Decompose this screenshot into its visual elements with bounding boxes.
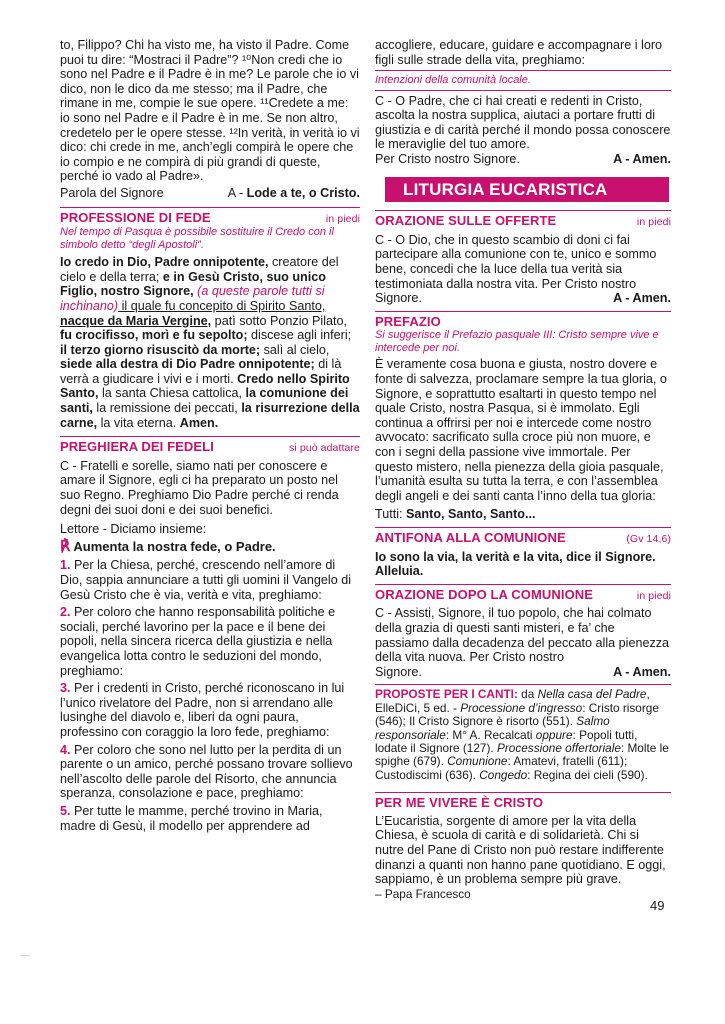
song-proposals: PROPOSTE PER I CANTI: da Nella casa del Padre, ElleDiCi, 5 ed. - Processione d’ingresso: Cristo risorge (546); Il Cristo Signore è risorto (551). Salmo responsoriale: M° A. Recalcati oppure: Popoli tutti, lodate il Signore (127). Processione offertoriale: Molte le spighe (679). Comunione: Amatevi, fratelli (611); Custodiscimi (636). Congedo: Regina dei cieli (590).: [375, 687, 669, 782]
antiphon-reference: (Gv 14,6): [626, 532, 671, 545]
christ-text: L’Eucaristia, sorgente di amore per la vita della Chiesa, è scuola di carità e di solidarietà. Chi si nutre del Pane di Cristo non può restare indifferente dinanzi a quanti non hanno pane quotidiano. E oggi, sappiamo, è un problema sempre più grave.: [375, 813, 666, 887]
section-banner: LITURGIA EUCARISTICA: [385, 177, 669, 203]
post-communion-posture: in piedi: [636, 589, 671, 602]
closing-end-row: Per Cristo nostro Signore. A - Amen.: [375, 152, 671, 167]
gospel-text: to, Filippo? Chi ha visto me, ha visto il Padre. Come puoi tu dire: “Mostraci il Padre”? ¹⁰Non credi che io sono nel Padre e il Padre è in me? Le parole che io vi dico, non le dico da me stesso; ma il Padre, che rimane in me, compie le sue opere. ¹¹Credete a me: io sono nel Padre e il Padre è in me. Se non altro, credetelo per le opere stesse. ¹²In verità, in verità io vi dico: chi crede in me, anch’egli compirà le opere che io compio e ne compirà di più grandi di queste, perché io vado al Padre».: [60, 38, 360, 184]
divider: [375, 684, 671, 685]
antiphon-text: Io sono la via, la verità e la vita, dice il Signore. Alleluia.: [375, 549, 656, 579]
prayer-item: 3. Per i credenti in Cristo, perché riconoscano in lui l’unico rivelatore del Padre, non si arrendano alle lusinghe del diavolo e, liberi da ogni paura, professino con coraggio la loro fede, preghiamo:: [60, 681, 345, 739]
creed-heading: [60, 211, 360, 227]
divider: [375, 311, 671, 312]
prayer-item: 1. Per la Chiesa, perché, crescendo nell’amore di Dio, sappia annunciare a tutti gli uomini il Vangelo di Gesù Cristo che è via, verità e vita, preghiamo:: [60, 558, 351, 602]
creed-title: PROFESSIONE DI FEDE: [60, 209, 211, 225]
antiphon-title: ANTIFONA ALLA COMUNIONE: [375, 529, 566, 545]
offerings-response: A - Amen.: [613, 291, 671, 306]
post-communion-heading: [375, 588, 671, 604]
response-line: ℟ Aumenta la nostra fede, o Padre.: [60, 537, 276, 555]
intentions-note: Intenzioni della comunità locale.: [375, 74, 531, 87]
preface-note: Si suggerisce il Prefazio pasquale III: Cristo sempre vive e intercede per noi.: [375, 329, 659, 354]
divider: [60, 436, 360, 437]
divider: [375, 210, 671, 211]
prayer-item: 2. Per coloro che hanno responsabilità politiche e sociali, perché lavorino per la pace e il bene dei popoli, nella sincera ricerca della giustizia e nella evangelica lotta contro le seduzioni del mondo, preghiamo:: [60, 605, 336, 678]
right-column: [375, 38, 671, 901]
preface-heading: [375, 315, 671, 330]
prayer-item: 5. Per tutte le mamme, perché trovino in Maria, madre di Gesù, il modello per apprendere ad: [60, 803, 323, 833]
prayers-side-note: si può adattare: [289, 442, 360, 455]
offerings-heading: [375, 214, 671, 230]
prayer-item-continued: accogliere, educare, guidare e accompagnare i loro figli sulle strade della vita, preghiamo:: [375, 38, 663, 67]
closing-prayer: C - O Padre, che ci hai creati e redenti in Cristo, ascolta la nostra supplica, aiutaci a portare frutti di giustizia e di carità perché il mondo possa conoscere le meraviglie del tuo amore.: [375, 93, 671, 152]
offerings-title: ORAZIONE SULLE OFFERTE: [375, 213, 557, 229]
preface-title: PREFAZIO: [375, 313, 441, 329]
post-communion-text: C - Assisti, Signore, il tuo popolo, che hai colmato della grazia di questi santi misteri, e fa’ che passiamo dalla decadenza del peccato alla pienezza della vita nuova. Per Cristo nostro: [375, 606, 670, 665]
gospel-acclamation: Parola del Signore: [60, 185, 164, 200]
antiphon-heading: [375, 531, 671, 547]
preface-text: È veramente cosa buona e giusta, nostro dovere e fonte di salvezza, proclamare sempre la tua gloria, o Signore, e soprattutto esaltarti in questo tempo nel quale Cristo, nostra Pasqua, si è immolato. Egli continua a offrirsi per noi e intercede come nostro avvocato: sacrificato sulla croce più non muore, e con i segni della passione vive immortale. Per questo mistero, nella pienezza della gioia pasquale, l’umanità esulta su tutta la terra, e con l’assemblea degli angeli e dei santi canta l’inno della tua gloria:: [375, 357, 667, 503]
christ-heading: [375, 796, 671, 811]
divider: [60, 207, 360, 208]
response-symbol: ℟: [60, 537, 71, 555]
offerings-text: C - O Dio, che in questo scambio di doni ci fai partecipare alla comunione con te, unico e sommo bene, concedi che la luce della tua verità sia testimoniata dalla nostra vita. Per Cristo nostro: [375, 232, 657, 291]
creed-note: Nel tempo di Pasqua è possibile sostituire il Credo con il simbolo detto “degli Apostoli”.: [60, 226, 334, 251]
creed-text: Io credo in Dio, Padre onnipotente, creatore del cielo e della terra; e in Gesù Cristo, suo unico Figlio, nostro Signore, (a queste parole tutti si inchinano) il quale fu concepito di Spirito Santo, nacque da Maria Vergine, patì sotto Ponzio Pilato, fu crocifisso, morì e fu sepolto; discese agli inferi; il terzo giorno risuscitò da morte; salì al cielo, siede alla destra di Dio Padre onnipotente; di là verrà a giudicare i vivi e i morti. Credo nello Spirito Santo, la santa Chiesa cattolica, la comunione dei santi, la remissione dei peccati, la risurrezione della carne, la vita eterna. Amen.: [60, 255, 360, 430]
left-column: [60, 38, 360, 833]
divider: [375, 90, 671, 91]
divider: [375, 70, 671, 71]
prayers-intro: C - Fratelli e sorelle, siamo nati per conoscere e amare il Signore, egli ci ha preparato un posto nel suo Regno. Preghiamo Dio Padre perché ci renda degni dei suoi doni e dei suoi benefici.: [60, 458, 339, 517]
divider: [375, 584, 671, 585]
post-communion-title: ORAZIONE DOPO LA COMUNIONE: [375, 586, 594, 602]
christ-author: – Papa Francesco: [375, 886, 471, 901]
divider: [375, 792, 671, 793]
offerings-posture: in piedi: [636, 216, 671, 229]
post-communion-response: A - Amen.: [613, 664, 671, 679]
page-number: 49: [650, 898, 665, 913]
preface-all: Tutti: Santo, Santo, Santo...: [375, 507, 536, 522]
post-communion-end-row: Signore. A - Amen.: [375, 664, 671, 679]
prayers-title: PREGHIERA DEI FEDELI: [60, 439, 214, 455]
scan-mark: [20, 955, 30, 956]
gospel-acclamation-row: [60, 186, 360, 201]
creed-posture: in piedi: [325, 212, 360, 225]
offerings-end-row: Signore. A - Amen.: [375, 291, 671, 306]
closing-response: A - Amen.: [613, 152, 671, 167]
prayer-item: 4. Per coloro che sono nel lutto per la perdita di un parente o un amico, perché possano trovare sollievo nell’ascolto delle parole del Risorto, che annuncia speranza, consolazione e pace, preghiamo:: [60, 742, 353, 801]
prayers-heading: [60, 440, 360, 456]
gospel-response: A - Lode a te, o Cristo.: [227, 185, 360, 200]
christ-title: PER ME VIVERE È CRISTO: [375, 795, 544, 811]
reader-line: Lettore - Diciamo insieme:: [60, 522, 207, 537]
divider: [375, 527, 671, 528]
